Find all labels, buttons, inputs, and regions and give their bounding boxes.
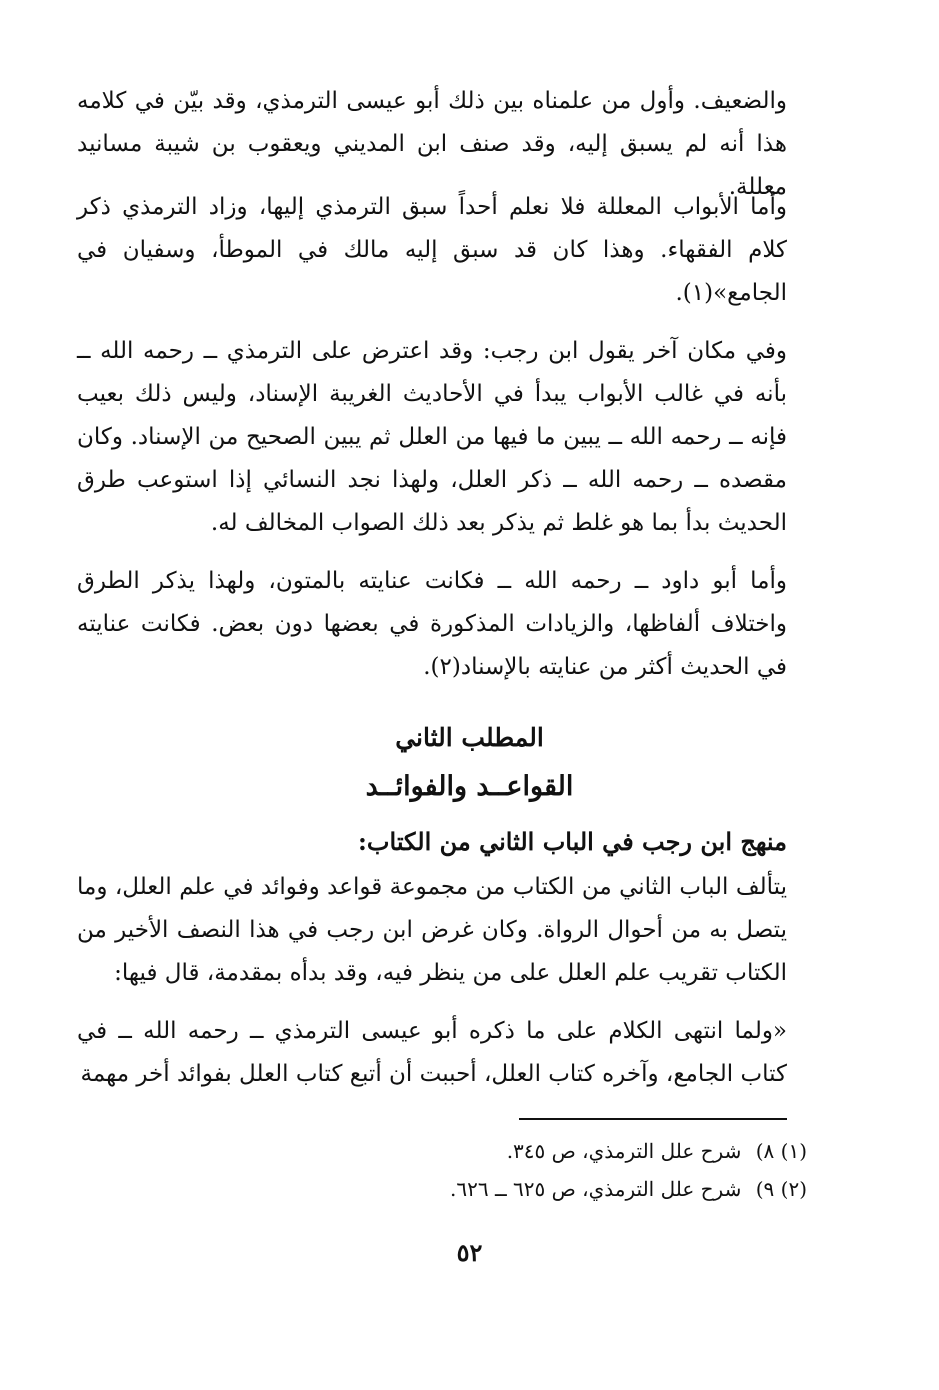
footnote-2 [207, 1170, 807, 1208]
section-subtitle: القواعــد والفوائــد [365, 771, 574, 802]
paragraph-2: وأما الأبواب المعللة فلا نعلم أحداً سبق الترمذي إليها، وزاد الترمذي ذكر كلام الفقهاء. وهذا كان قد سبق إليه مالك في الموطأ، وسفيان في الجامع»(١). [77, 194, 787, 306]
footnotes [207, 1132, 807, 1208]
paragraph-3: وفي مكان آخر يقول ابن رجب: وقد اعترض على الترمذي ــ رحمه الله ــ بأنه في غالب الأبواب يبدأ في الأحاديث الغريبة الإسناد، وليس ذلك بعيب فإنه ــ رحمه الله ــ يبين ما فيها من العلل ثم يبين الصحيح من الإسناد. وكان مقصده ــ رحمه الله ــ ذكر العلل، ولهذا نجد النسائي إذا استوعب طرق الحديث بدأ بما هو غلط ثم يذكر بعد ذلك الصواب المخالف له. [77, 338, 787, 536]
page-number: ٥٢ [456, 1238, 483, 1267]
paragraph-5: يتألف الباب الثاني من الكتاب من مجموعة قواعد وفوائد في علم العلل، وما يتصل به من أحوال الرواة. وكان غرض ابن رجب في هذا النصف الأخير من الكتاب تقريب علم العلل على من ينظر فيه، وقد بدأه بمقدمة، قال فيها: [77, 874, 787, 986]
paragraph-6: «ولما انتهى الكلام على ما ذكره أبو عيسى الترمذي ــ رحمه الله ــ في كتاب الجامع، وآخره كتاب العلل، أحببت أن أتبع كتاب العلل بفوائد أخر مهمة [77, 1018, 787, 1087]
footnote-divider [519, 1118, 787, 1120]
paragraph-4: وأما أبو داود ــ رحمه الله ــ فكانت عنايته بالمتون، ولهذا يذكر الطرق واختلاف ألفاظها، والزيادات المذكورة في بعضها دون بعض. فكانت عنايته في الحديث أكثر من عنايته بالإسناد(٢). [77, 568, 787, 680]
paragraph-1: والضعيف. وأول من علمناه بين ذلك أبو عيسى الترمذي، وقد بيّن في كلامه هذا أنه لم يسبق إليه، وقد صنف ابن المديني ويعقوب بن شيبة مسانيد معللة. [77, 88, 787, 200]
section-title: المطلب الثاني [395, 723, 544, 752]
footnote-1-number: (١) ٨) [755, 1139, 807, 1163]
footnote-2-text: شرح علل الترمذي، ص ٦٢٥ ــ ٦٢٦. [450, 1177, 742, 1201]
footnote-1-text: شرح علل الترمذي، ص ٣٤٥. [506, 1139, 742, 1163]
footnote-1 [207, 1132, 807, 1170]
subsection-heading: منهج ابن رجب في الباب الثاني من الكتاب: [358, 827, 787, 856]
footnote-2-number: (٢) ٩) [755, 1177, 807, 1201]
